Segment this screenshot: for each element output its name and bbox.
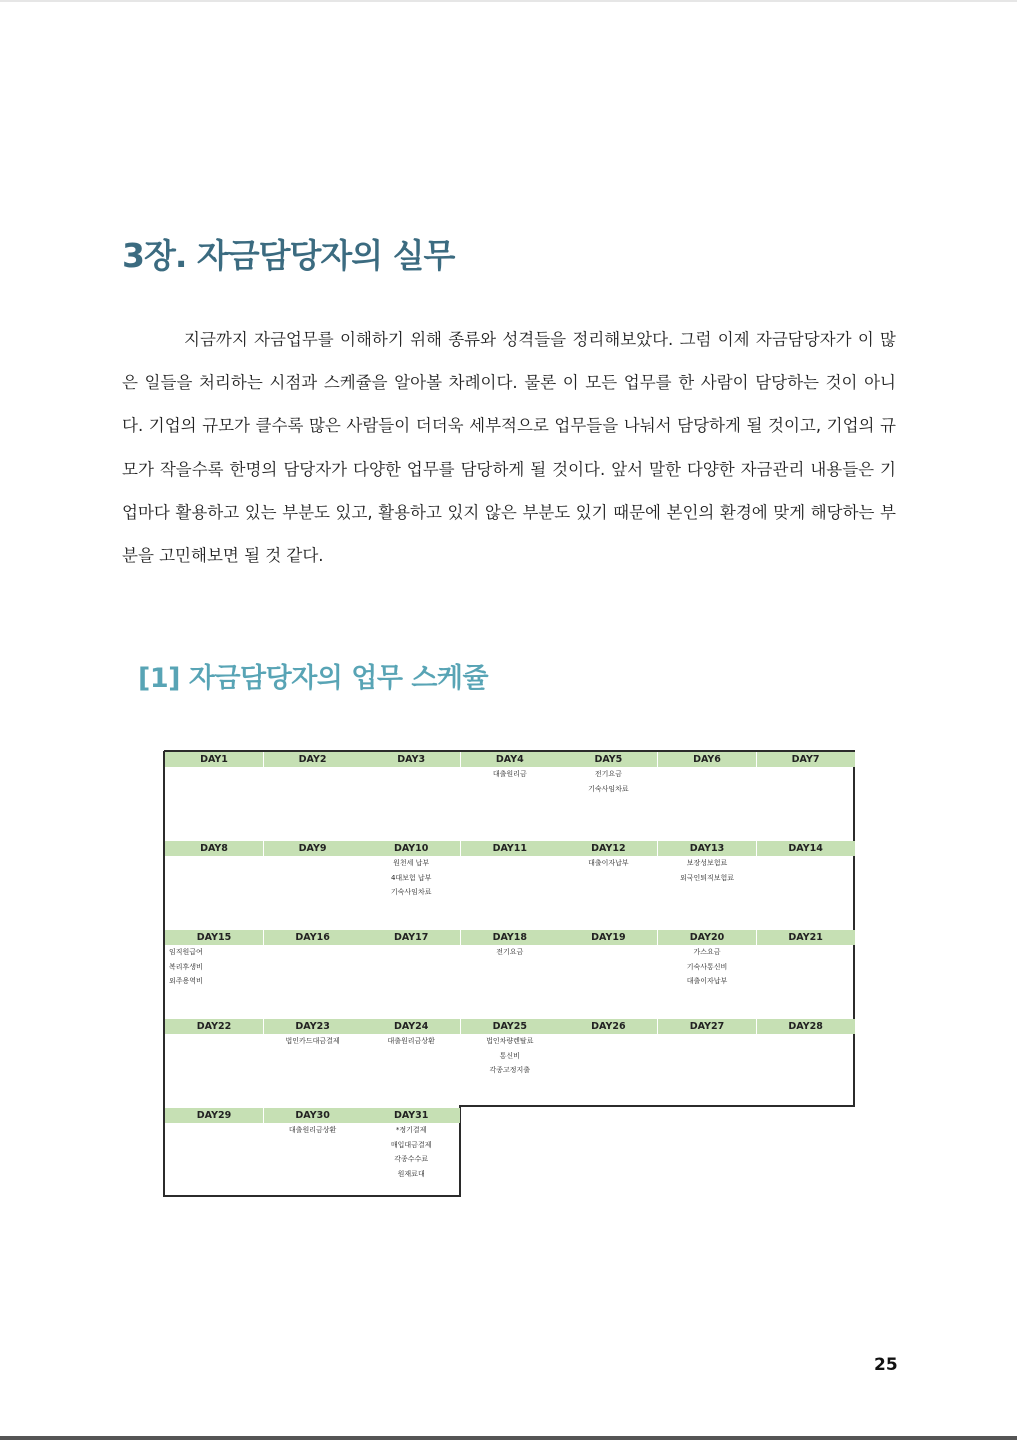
calendar-day-cell xyxy=(461,752,559,840)
schedule-task: 대출원리금상환 xyxy=(288,1126,337,1134)
calendar-day-cell xyxy=(757,930,855,1018)
schedule-task: 법인차량렌탈료 xyxy=(486,1037,534,1045)
day-label: DAY28 xyxy=(757,1019,855,1034)
schedule-task: 가스요금 xyxy=(693,948,721,956)
day-label: DAY16 xyxy=(264,930,362,945)
schedule-task: 외주용역비 xyxy=(169,977,203,985)
calendar-day-cell xyxy=(362,752,460,840)
schedule-task: 외국인퇴직보험료 xyxy=(679,873,735,882)
day-label: DAY20 xyxy=(658,930,756,945)
calendar-day-cell xyxy=(757,752,855,840)
calendar-day-cell xyxy=(362,1019,460,1107)
calendar-day-cell xyxy=(165,841,263,929)
schedule-task: 대출이자납부 xyxy=(588,859,629,867)
day-label: DAY6 xyxy=(658,752,756,767)
schedule-task: 통신비 xyxy=(499,1051,520,1060)
calendar-day-cell xyxy=(362,930,460,1018)
schedule-task: 전기요금 xyxy=(594,770,622,778)
calendar-day-cell xyxy=(658,841,756,929)
calendar-day-cell xyxy=(559,930,657,1018)
page-bottom-border xyxy=(0,1436,1017,1440)
day-label: DAY7 xyxy=(757,752,855,767)
day-label: DAY14 xyxy=(757,841,855,856)
chapter-title: 3장. 자금담당자의 실무 xyxy=(122,236,455,275)
schedule-task: 4대보험 납부 xyxy=(390,873,432,882)
schedule-task: 매입대금결제 xyxy=(390,1140,432,1149)
calendar-day-cell xyxy=(461,930,559,1018)
schedule-task: 대출이자납부 xyxy=(686,977,728,985)
day-label: DAY4 xyxy=(461,752,559,767)
body-paragraph: 지금까지 자금업무를 이해하기 위해 종류와 성격들을 정리해보았다. 그럼 이제 자금담당자가 이 많은 일들을 처리하는 시점과 스케쥴을 알아볼 차례이다. 물론 이 모든 업무를 한 사람이 담당하는 것이 아니다. 기업의 규모가 클수록 많은 사람들이 더더욱 세부적으로 업무들을 나눠서 담당하게 될 것이고, 기업의 규모가 작을수록 한명의 담당자가 다양한 업무를 담당하게 될 것이다. 앞서 말한 다양한 자금관리 내용들은 기업마다 활용하고 있는 부분도 있고, 활용하고 있지 않은 부분도 있기 때문에 본인의 환경에 맞게 해당하는 부분을 고민해보면 될 것 같다. xyxy=(122,330,896,566)
page-top-border xyxy=(0,0,1017,2)
schedule-task: 보장성보험료 xyxy=(686,859,728,867)
calendar-day-cell xyxy=(264,930,362,1018)
calendar-day-cell xyxy=(165,752,263,840)
day-label: DAY3 xyxy=(362,752,460,767)
day-label: DAY22 xyxy=(165,1019,263,1034)
schedule-task: 임직원급여 xyxy=(169,948,203,956)
calendar-day-cell xyxy=(757,841,855,929)
day-label: DAY9 xyxy=(264,841,362,856)
day-label: DAY27 xyxy=(658,1019,756,1034)
calendar-day-cell xyxy=(362,1108,460,1196)
calendar-day-cell xyxy=(658,1019,756,1107)
calendar-day-cell xyxy=(757,1019,855,1107)
day-label: DAY2 xyxy=(264,752,362,767)
day-label: DAY15 xyxy=(165,930,263,945)
day-label: DAY12 xyxy=(559,841,657,856)
calendar-day-cell xyxy=(559,752,657,840)
calendar-day-cell xyxy=(658,930,756,1018)
calendar-day-cell xyxy=(658,752,756,840)
schedule-task: *정기결제 xyxy=(395,1126,427,1134)
schedule-task: 기숙사임차료 xyxy=(390,888,432,896)
calendar-day-cell xyxy=(264,752,362,840)
schedule-task: 복리후생비 xyxy=(169,962,203,971)
day-label: DAY21 xyxy=(757,930,855,945)
calendar-day-cell xyxy=(264,1019,362,1107)
day-label: DAY17 xyxy=(362,930,460,945)
calendar-day-cell xyxy=(264,1108,362,1196)
day-label: DAY1 xyxy=(165,752,263,767)
calendar-day-cell xyxy=(165,1108,263,1196)
calendar-day-cell xyxy=(165,1019,263,1107)
calendar-day-cell xyxy=(165,930,263,1018)
schedule-task: 법인카드대금결제 xyxy=(285,1037,340,1045)
day-label: DAY25 xyxy=(461,1019,559,1034)
day-label: DAY10 xyxy=(362,841,460,856)
calendar-day-cell xyxy=(461,841,559,929)
day-label: DAY8 xyxy=(165,841,263,856)
schedule-task: 대출원리금상환 xyxy=(387,1037,435,1045)
day-label: DAY31 xyxy=(362,1108,460,1123)
schedule-calendar xyxy=(163,750,855,1197)
day-label: DAY30 xyxy=(264,1108,362,1123)
schedule-task: 각종고정지출 xyxy=(489,1066,531,1074)
schedule-task: 기숙사임차료 xyxy=(588,784,629,793)
section-title: [1] 자금담당자의 업무 스케쥴 xyxy=(138,663,489,694)
schedule-task: 원천세 납부 xyxy=(393,859,430,867)
calendar-day-cell xyxy=(461,1019,559,1107)
day-label: DAY11 xyxy=(461,841,559,856)
schedule-task: 각종수수료 xyxy=(394,1155,429,1163)
day-label: DAY5 xyxy=(559,752,657,767)
day-label: DAY23 xyxy=(264,1019,362,1034)
schedule-task: 대출원리금 xyxy=(492,770,527,778)
day-label: DAY24 xyxy=(362,1019,460,1034)
schedule-task: 전기요금 xyxy=(496,948,524,956)
calendar-day-cell xyxy=(362,841,460,929)
day-label: DAY19 xyxy=(559,930,657,945)
day-label: DAY13 xyxy=(658,841,756,856)
day-label: DAY26 xyxy=(559,1019,657,1034)
page-number: 25 xyxy=(874,1355,898,1375)
calendar-day-cell xyxy=(264,841,362,929)
calendar-day-cell xyxy=(559,841,657,929)
day-label: DAY18 xyxy=(461,930,559,945)
schedule-task: 기숙사통신비 xyxy=(686,962,728,971)
day-label: DAY29 xyxy=(165,1108,263,1123)
schedule-task: 원재료대 xyxy=(397,1169,425,1178)
calendar-day-cell xyxy=(559,1019,657,1107)
